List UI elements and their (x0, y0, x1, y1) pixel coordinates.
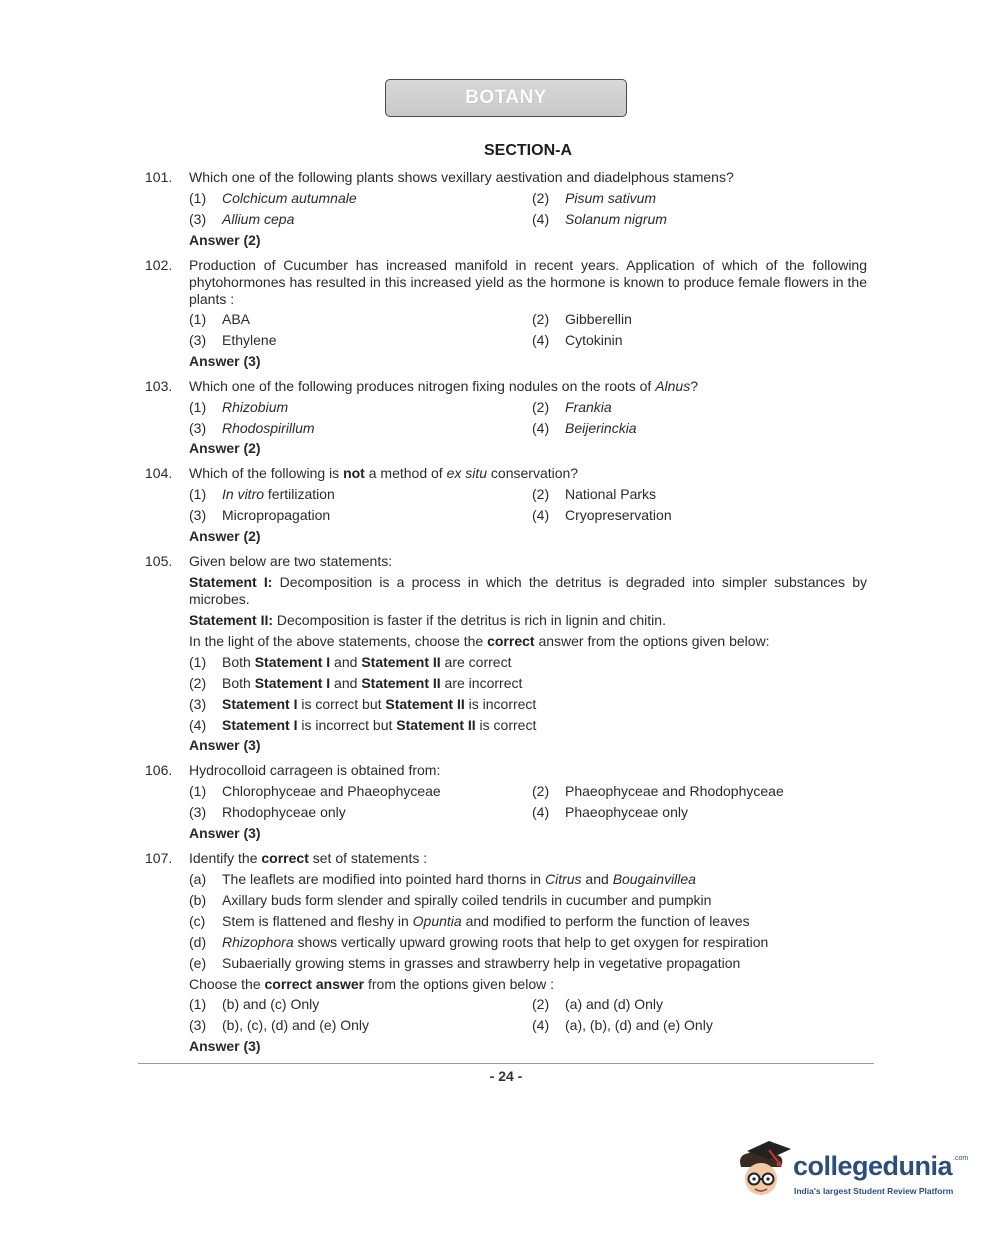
option-2: (2) National Parks (532, 486, 657, 502)
instruction: Choose the correct answer from the options given below : (189, 976, 554, 992)
option-3: (3) Allium cepa (189, 211, 295, 227)
option-1: (1) (b) and (c) Only (189, 996, 320, 1012)
statement-a: (a) The leaflets are modified into pointed hard thorns in Citrus and Bougainvillea (189, 871, 696, 887)
option-2: (2) (a) and (d) Only (532, 996, 664, 1012)
answer: Answer (3) (189, 1038, 261, 1054)
instruction: In the light of the above statements, choose the correct answer from the options given below: (189, 633, 770, 649)
option-2: (2) Gibberellin (532, 311, 632, 327)
question-text: Identify the correct set of statements : (189, 850, 428, 866)
section-title: SECTION-A (484, 142, 572, 159)
question-number: 105. (145, 553, 173, 569)
answer: Answer (3) (189, 737, 261, 753)
subject-header-box (385, 79, 627, 117)
option-1: (1) Both Statement I and Statement II are correct (189, 654, 512, 670)
question-text: Which one of the following produces nitrogen fixing nodules on the roots of Alnus? (189, 378, 699, 394)
question-number: 101. (145, 169, 173, 185)
answer: Answer (2) (189, 232, 261, 248)
option-3: (3) Rhodospirillum (189, 420, 315, 436)
statement-e: (e) Subaerially growing stems in grasses and strawberry help in vegetative propagation (189, 955, 741, 971)
option-3: (3) Ethylene (189, 332, 277, 348)
answer: Answer (3) (189, 353, 261, 369)
footer-divider (138, 1063, 874, 1064)
option-1: (1) ABA (189, 311, 251, 327)
option-2: (2) Phaeophyceae and Rhodophyceae (532, 783, 784, 799)
option-1: (1) In vitro fertilization (189, 486, 335, 502)
option-4: (4) Beijerinckia (532, 420, 637, 436)
option-1: (1) Rhizobium (189, 399, 289, 415)
question-number: 104. (145, 465, 173, 481)
option-3: (3) (b), (c), (d) and (e) Only (189, 1017, 370, 1033)
answer: Answer (3) (189, 825, 261, 841)
option-2: (2) Pisum sativum (532, 190, 657, 206)
logo-wordmark: collegedunia (793, 1151, 953, 1181)
question-number: 103. (145, 378, 173, 394)
answer: Answer (2) (189, 528, 261, 544)
question-number: 107. (145, 850, 173, 866)
statement-d: (d) Rhizophora shows vertically upward growing roots that help to get oxygen for respiration (189, 934, 769, 950)
graduate-mascot-icon (735, 1137, 795, 1207)
option-3: (3) Rhodophyceae only (189, 804, 346, 820)
subject-title: BOTANY (465, 87, 547, 108)
question-number: 102. (145, 257, 173, 273)
option-4: (4) Cytokinin (532, 332, 623, 348)
page-number: - 24 - (489, 1068, 523, 1084)
option-4: (4) Solanum nigrum (532, 211, 667, 227)
question-number: 106. (145, 762, 173, 778)
question-text: Hydrocolloid carrageen is obtained from: (189, 762, 441, 778)
option-3: (3) Micropropagation (189, 507, 331, 523)
question-text: Production of Cucumber has increased manifold in recent years. Application of which of the following phytohormones has resulted in this increased yield as the hormone is known to produce female flowers in the plants : (189, 257, 867, 307)
option-3: (3) Statement I is correct but Statement II is incorrect (189, 696, 537, 712)
statement-1: Statement I: Decomposition is a process in which the detritus is degraded into simpler substances by microbes. (189, 574, 868, 607)
logo-tagline: India's largest Student Review Platform (794, 1186, 954, 1196)
answer: Answer (2) (189, 440, 261, 456)
option-4: (4) Cryopreservation (532, 507, 672, 523)
statement-b: (b) Axillary buds form slender and spirally coiled tendrils in cucumber and pumpkin (189, 892, 712, 908)
option-2: (2) Both Statement I and Statement II are incorrect (189, 675, 523, 691)
question-text: Which of the following is not a method of ex situ conservation? (189, 465, 579, 481)
option-4: (4) Phaeophyceae only (532, 804, 688, 820)
option-1: (1) Chlorophyceae and Phaeophyceae (189, 783, 441, 799)
option-4: (4) (a), (b), (d) and (e) Only (532, 1017, 713, 1033)
option-2: (2) Frankia (532, 399, 612, 415)
option-4: (4) Statement I is incorrect but Statement II is correct (189, 717, 537, 733)
statement-c: (c) Stem is flattened and fleshy in Opuntia and modified to perform the function of leaves (189, 913, 750, 929)
question-text: Given below are two statements: (189, 553, 393, 569)
logo-domain-suffix: .com (953, 1155, 969, 1162)
option-1: (1) Colchicum autumnale (189, 190, 357, 206)
statement-2: Statement II: Decomposition is faster if the detritus is rich in lignin and chitin. (189, 612, 666, 628)
question-text: Which one of the following plants shows vexillary aestivation and diadelphous stamens? (189, 169, 734, 185)
collegedunia-logo[interactable] (735, 1137, 969, 1207)
